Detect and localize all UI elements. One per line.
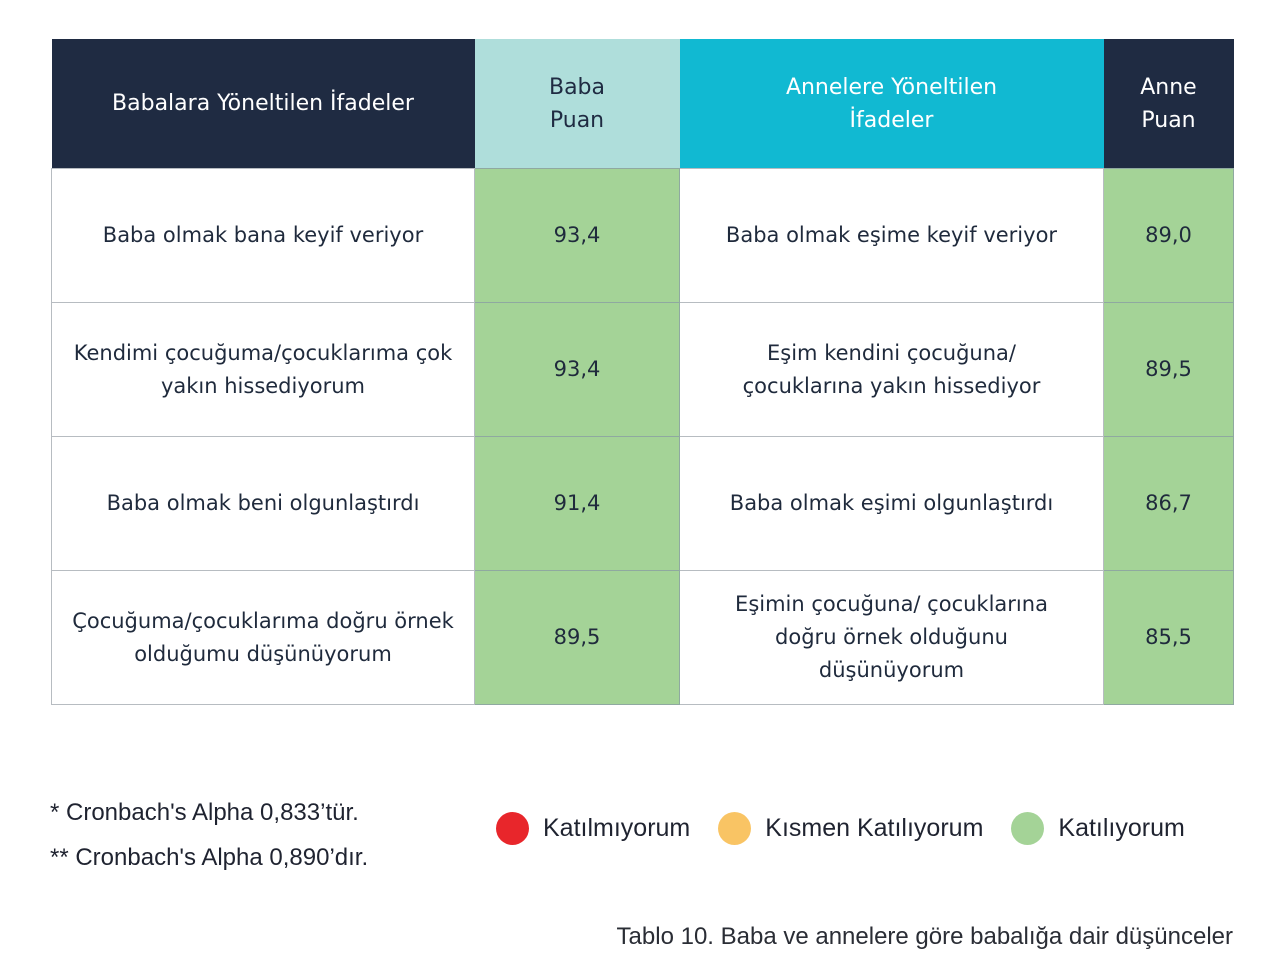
father-statement-text: Kendimi çocuğuma/çocuklarıma çok yakın hissediyorum	[73, 340, 453, 398]
legend	[496, 812, 1185, 845]
table-row	[52, 437, 1234, 571]
mother-statement: Baba olmak eşimi olgunlaştırdı	[680, 437, 1104, 571]
header-mother-statements	[680, 39, 1104, 169]
legend-item-partly-agree	[718, 812, 983, 845]
legend-label: Katılmıyorum	[543, 814, 691, 842]
father-score: 89,5	[475, 571, 680, 705]
father-score: 91,4	[475, 437, 680, 571]
red-dot-icon	[496, 812, 529, 845]
legend-item-disagree	[496, 812, 690, 845]
header-father-score	[475, 39, 680, 169]
fatherhood-table	[51, 39, 1234, 705]
header-father-statements: Babalara Yöneltilen İfadeler	[52, 39, 475, 169]
green-dot-icon	[1011, 812, 1044, 845]
table-row	[52, 571, 1234, 705]
mother-statement	[680, 303, 1104, 437]
father-statement	[52, 571, 475, 705]
mother-statement	[680, 571, 1104, 705]
footnote-father-alpha: * Cronbach's Alpha 0,833’tür.	[50, 799, 359, 826]
header-row	[52, 39, 1234, 169]
father-statement: Baba olmak beni olgunlaştırdı	[52, 437, 475, 571]
mother-score: 86,7	[1104, 437, 1234, 571]
father-statement	[52, 303, 475, 437]
mother-score: 89,0	[1104, 169, 1234, 303]
mother-score: 89,5	[1104, 303, 1234, 437]
mother-score: 85,5	[1104, 571, 1234, 705]
footnotes	[50, 790, 368, 880]
footnote-mother-alpha: ** Cronbach's Alpha 0,890’dır.	[50, 844, 369, 871]
table-row	[52, 303, 1234, 437]
mother-statement-text: Eşim kendini çocuğuna/ çocuklarına yakın hissediyor	[742, 340, 1041, 398]
father-statement: Baba olmak bana keyif veriyor	[52, 169, 475, 303]
legend-item-agree	[1011, 812, 1184, 845]
header-mother-statements-label: Annelere Yöneltilen İfadeler	[785, 74, 998, 133]
header-mother-score	[1104, 39, 1234, 169]
table-row	[52, 169, 1234, 303]
mother-statement: Baba olmak eşime keyif veriyor	[680, 169, 1104, 303]
table-caption: Tablo 10. Baba ve annelere göre babalığa dair düşünceler	[616, 923, 1233, 950]
father-score: 93,4	[475, 303, 680, 437]
legend-label: Katılıyorum	[1058, 814, 1185, 842]
father-score: 93,4	[475, 169, 680, 303]
header-father-score-label: Baba Puan	[548, 74, 606, 133]
legend-label: Kısmen Katılıyorum	[765, 814, 984, 842]
header-mother-score-label: Anne Puan	[1140, 74, 1197, 133]
mother-statement-text: Eşimin çocuğuna/ çocuklarına doğru örnek olduğunu düşünüyorum	[735, 592, 1048, 682]
father-statement-text: Çocuğuma/çocuklarıma doğru örnek olduğumu düşünüyorum	[72, 608, 454, 666]
orange-dot-icon	[718, 812, 751, 845]
